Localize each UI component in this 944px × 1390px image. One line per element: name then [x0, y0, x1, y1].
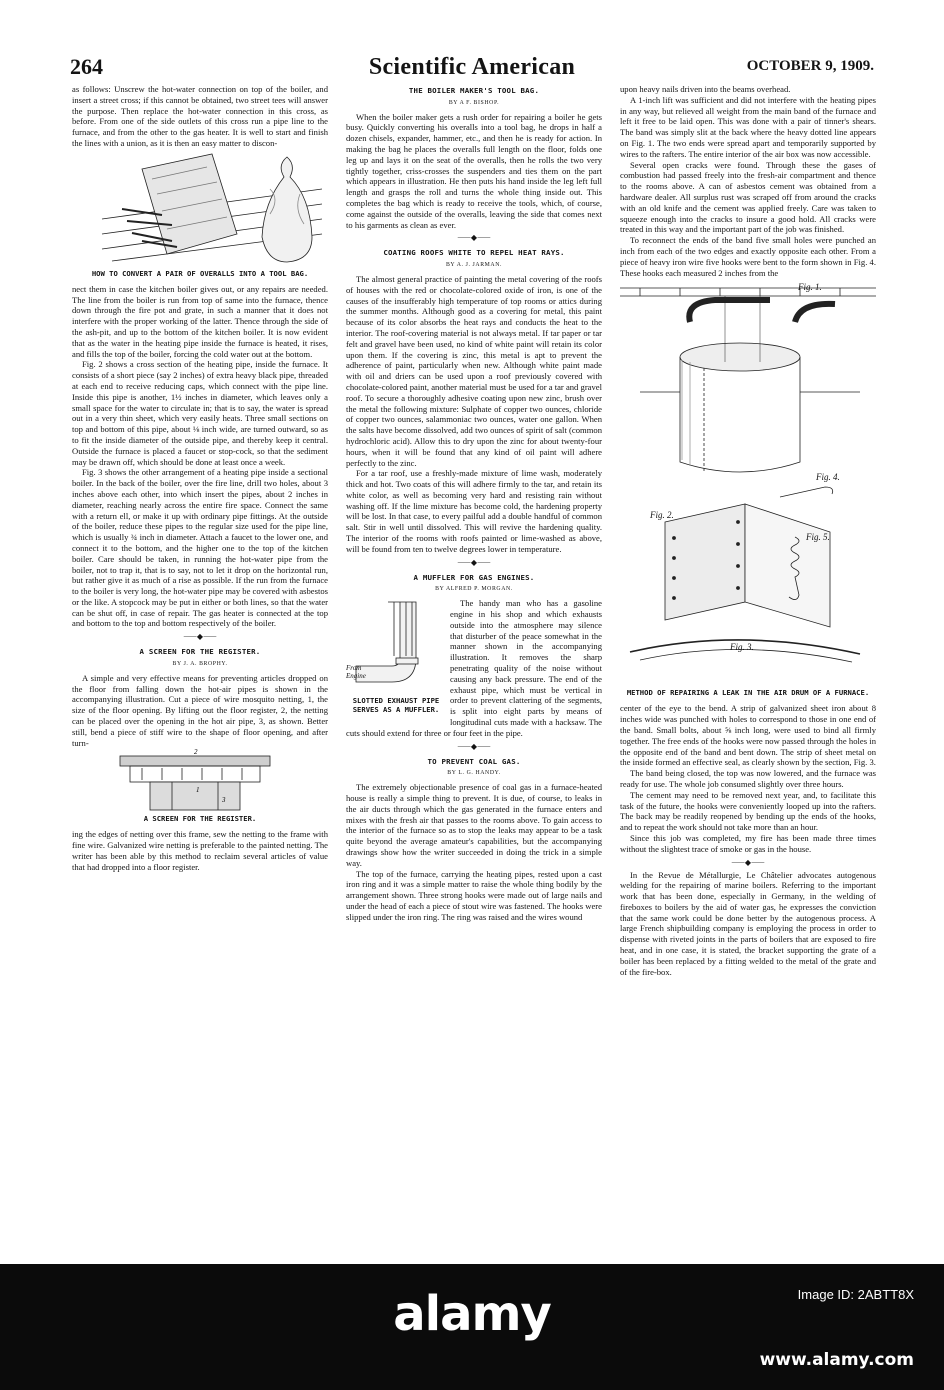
column-2	[346, 84, 602, 923]
byline: BY ALFRED P. MORGAN.	[435, 586, 513, 593]
paragraph: Since this job was completed, my fire has been made three times without the slightest trace of smoke or gas in the house.	[620, 832, 876, 854]
paragraph: The band being closed, the top was now lowered, and the furnace was ready for use. The whole job consumed slightly over three hours.	[620, 768, 876, 789]
overalls-tool-bag-illustration	[72, 149, 328, 267]
section-divider: ⸺◆⸺	[457, 233, 491, 243]
column-3	[620, 84, 876, 977]
paragraph: To reconnect the ends of the band five small holes were punched an inch from each of the two edges and exactly opposite each other. From a piece of heavy iron wire five hooks were bent to the form shown in Fig. 4. These hooks each measured 2 inches from the	[620, 235, 876, 278]
svg-text:1: 1	[196, 786, 200, 795]
figure-label: Fig. 3.	[730, 642, 754, 653]
paragraph: When the boiler maker gets a rush order for repairing a boiler he gets busy. Quickly converting his overalls into a tool bag, he drops in half a dozen chisels, expander, hammer, etc., and then he is ready for action. In making the bag he places the overalls full length on the floor, folds one leg up and lays it on the seat of the overalls, then he rolls the two very tightly together, criss-crosses the suspenders and ties them on the part which appears in illustration. He then puts his hand inside the leg left full length and grasps the roll and turns the whole thing inside out. This completes the bag which is ready to receive the tools, which, of course, come against the outside of the overalls, leaving the side that comes next to his garments as clean as ever.	[346, 111, 602, 230]
section-divider: ⸺◆⸺	[457, 741, 491, 751]
paragraph: A simple and very effective means for preventing articles dropped on the floor from falling down the hot-air pipes is shown in the accompanying illustration. Cut a piece of wire mosquito netting, 1, the size of the floor opening. By lifting out the floor register, 2, the netting can be placed over the opening in the hot air pipe, 3, as shown. Better still, bend a piece of stiff wire to the shape of floor opening, and after turn-	[72, 672, 328, 748]
paragraph: The handy man who has a gasoline engine in his shop and which exhausts outside into the atmosphere may silence that disturber of the peace somewhat in the manner shown in the accompanying illustration. It removes the sharp penetrating quality of the noise without causing any back pressure. The end of the exhaust pipe, which must be vertical in order to prevent clattering of the segments, is split into eight parts by means of longitudinal cuts made with a hacksaw. The cuts should extend for three or four feet in the pipe.	[346, 598, 602, 738]
figure-label: Fig. 2.	[650, 510, 674, 521]
section-divider: ⸺◆⸺	[731, 857, 765, 867]
register-screen-diagram	[72, 748, 328, 812]
figure-label: Fig. 4.	[816, 472, 840, 483]
figure-label: Fig. 1.	[798, 282, 822, 293]
paragraph: upon heavy nails driven into the beams overhead.	[620, 84, 791, 94]
pipe-label: From Engine	[346, 664, 366, 681]
page-header	[70, 54, 874, 84]
paragraph: In the Revue de Métallurgie, Le Châtelier advocates autogenous welding for the repairing of marine boilers. Referring to the important work that has been done, especially in Germany, in the welding of fireboxes to boilers by the aid of water gas, he expresses the conviction that the same work could be done better by the autogenous process. A large French shipbuilding company is employing the process in order to dispense with riveted joints in the parts of boilers that are exposed to fire heat, and in one case, it is stated, the bracket supporting the grate of a boiler has been replaced by a fitting welded to the metal of the grate and of the fire-box.	[620, 869, 876, 977]
site-url: www.alamy.com	[759, 1350, 914, 1370]
stock-banner	[0, 1264, 944, 1390]
image-id: Image ID: 2ABTT8X	[797, 1287, 914, 1302]
article-heading: A MUFFLER FOR GAS ENGINES.	[413, 572, 535, 582]
paragraph: The extremely objectionable presence of coal gas in a furnace-heated house is really a simple thing to prevent. It is due, of course, to leaks in the air ducts through which the gas generated in the furnace enters and mixes with the fresh air that passes to the rooms above. To gain access to the interior of the furnace so as to stop the leaks may appear to be a task quite beyond the average amateur's capabilities, but the accompanying drawings show how the writer succeeded in doing the trick in a simple way.	[346, 782, 602, 868]
paragraph: center of the eye to the bend. A strip of galvanized sheet iron about 8 inches wide was punched with holes to correspond to those in one end of the band. Small bolts, about ⅝ inch long, were used to bind all firmly together. The free ends of the hooks were now passed through the holes in the opposite end of the band and bent down. The strip of sheet metal on the inside formed an effective seal, as clearly shown by the section, Fig. 3.	[620, 703, 876, 768]
byline: BY J. A. BROPHY.	[172, 661, 228, 668]
muffler-figure	[346, 598, 446, 720]
svg-text:3: 3	[222, 796, 226, 805]
masthead-title: Scientific American	[368, 54, 576, 80]
paragraph: nect them in case the kitchen boiler gives out, or any repairs are needed. The line from the boiler is run from top of same into the furnace, thence down through the fire pot and grate, in such a manner that it does not interfere with the proper working of the latter. Thence through the side of the ash-pit, and up to the bottom of the kitchen boiler. It is now evident that as the water in the heating pipe inside the furnace is heated, it rises, and fills the top of the boiler, forcing the cold water out at the bottom.	[72, 283, 328, 359]
furnace-repair-figure	[620, 282, 876, 686]
section-divider: ⸺◆⸺	[183, 632, 217, 642]
paragraph: Fig. 2 shows a cross section of the heating pipe, inside the furnace. It consists of a short piece (say 2 inches) of extra heavy black pipe, threaded at each end to receive reducing caps, which connect with the pipe line. Inside this pipe is another, 1½ inches in diameter, which leaves only a small space for the water to circulate in; that is to say, the water is spread out in a very thin sheet, which very easily heats. Three small sections on top and bottom of this pipe, about ⅛ inch wide, are turned outward, so as to fit the inside diameter of the outside pipe, and thereby keep it central. Outside the furnace is placed a faucet or stop-cock, so that the sediment may be drawn off, which should be done at least once a week.	[72, 359, 328, 467]
figure-caption: METHOD OF REPAIRING A LEAK IN THE AIR DRUM OF A FURNACE.	[626, 688, 870, 698]
paragraph: The cement may need to be removed next year, and, to facilitate this task of the future, the hooks were conveniently looped up into the rafters. The back may be readily reopened by bending up the ends of the hooks, and to repeat the work should not take more than an hour.	[620, 789, 876, 833]
byline: BY A. J. JARMAN.	[445, 262, 503, 269]
article-heading: COATING ROOFS WHITE TO REPEL HEAT RAYS.	[383, 248, 565, 258]
figure-caption: HOW TO CONVERT A PAIR OF OVERALLS INTO A TOOL BAG.	[91, 268, 309, 278]
paragraph: A 1-inch lift was sufficient and did not interfere with the heating pipes in any way, but relieved all weight from the main band of the furnace and left it free to be laid open. This was done with a pair of tinner's shears. The band was simply slit at the back where the heavy dotted line appears on Fig. 1. The two ends were spread apart and temporarily supported by wires to the rafters. The entire interior of the air box was now accessible.	[620, 94, 876, 159]
furnace-air-drum-drawing	[620, 282, 876, 686]
svg-text:2: 2	[194, 748, 198, 757]
paragraph: The top of the furnace, carrying the heating pipes, rested upon a cast iron ring and it was a simple matter to raise the whole thing bodily by the arrangement shown. Three strong hooks were made out of large nails and under the head of each a piece of stout wire was fastened. The hooks were slipped under the iron ring. The ring was raised and the wires wound	[346, 868, 602, 922]
figure-caption: A SCREEN FOR THE REGISTER.	[143, 814, 257, 824]
paragraph: The almost general practice of painting the metal covering of the roofs of houses with the red or chocolate-colored oxide of iron, is one of the causes of the insufferably high temperature of top rooms or attics during the summer months. Although good as a covering for metal, this paint because of its color absorbs the heat rays and conducts the heat to the interior. The roof-covering material is not always metal. If tar paper or tar felt and gravel have been used, no kind of white paint will retain its color upon them. If the covering is zinc, this metal is apt to prevent the adherence of paint, particularly when new. Although white paint made with oil and driers can be used upon a roof previously covered with chocolate-colored paint, another material must be used for a tar and gravel roof. To secure a thoroughly adhesive coating upon new zinc, brush over the metal the following mixture: Sulphate of copper two ounces, chloride of copper two ounces, salammoniac two ounces, water one gallon. When the salts have become dissolved, add two ounces of spirit of salt (common hydrochloric acid). Allow this to dry upon the zinc for about twenty-four hours, when it will be found that any kind of oil paint will adhere perfectly to the zinc.	[346, 273, 602, 468]
article-heading: A SCREEN FOR THE REGISTER.	[139, 647, 261, 657]
paragraph: as follows: Unscrew the hot-water connection on top of the boiler, and insert a street cross; if this cannot be obtained, two street tees will answer the purpose. Then replace the hot-water connection in this cross, as before. From one of the side outlets of this cross run a pipe line to the furnace, and from the other to the gas heater. It is well to start and finish the lines with a union, as it is then an easy matter to discon-	[72, 84, 328, 148]
column-1	[72, 84, 328, 873]
page-number: 264	[70, 54, 103, 79]
paragraph: For a tar roof, use a freshly-made mixture of lime wash, moderately thick and hot. Two coats of this will adhere firmly to the tar, and retain its white color, as well as becoming very hard and resisting rain without washing off. If the lime mixture has become cold, the hardening property will be lost. In that case, to every pailful add a double handful of common salt. Stir in well until dissolved. This will revive the hardening quality. The interior of the rooms with roofs painted or lime-washed as above, will be found from ten to twelve degrees lower in temperature.	[346, 468, 602, 554]
paragraph: Several open cracks were found. Through these the gases of combustion had passed freely into the fresh-air compartment and thence to the rooms above. A can of asbestos cement was obtained from a hardware dealer. All surplus rust was scraped off from around the cracks with an old knife and the cement was applied freely. Care was taken to squeeze enough into the cracks to insure a good hold. All cracks were treated in this way and the important part of the job was finished.	[620, 159, 876, 235]
issue-date: OCTOBER 9, 1909.	[746, 58, 874, 74]
article-heading: TO PREVENT COAL GAS.	[427, 756, 521, 766]
paragraph: ing the edges of netting over this frame, sew the netting to the frame with fine wire. Galvanized wire netting is preferable to the painted netting. The writer has been able by this method to reclaim several articles of value that had dropped into a floor register.	[72, 829, 328, 872]
alamy-logo: alamy	[393, 1286, 551, 1342]
paragraph: Fig. 3 shows the other arrangement of a heating pipe inside a sectional boiler. In the back of the boiler, over the fire line, drill two holes, about 3 inches above each other, into which insert the pipes, about 2 inches in diameter, reaching nearly across the entire fire space. Connect the same with a return ell, or make it up with ordinary pipe fittings. At the outside of the boiler, reduce these pipes to the regular size used for the pipe line, which is usually ¾ inch in diameter. Attach a faucet to the lower one, and connect it to the bottom, and the higher one to the top of the kitchen boiler. Care should be taken, in running the hot-water pipe from the boiler, not to trap it, that is to say, not to let it drop on the horizontal run, but rather give it as much of a rise as possible. If the run from the furnace to the boiler is very long, the hot-water pipe may be covered with asbestos or the like. A stopcock may be put in either or both lines, so that the water can be shut off, in case of repair. The gas heater is connected at the top and bottom to the top and bottom respectively of the boiler.	[72, 467, 328, 629]
figure-label: Fig. 5.	[806, 532, 830, 543]
section-divider: ⸺◆⸺	[457, 557, 491, 567]
article-heading: THE BOILER MAKER'S TOOL BAG.	[408, 86, 540, 95]
byline: BY L. G. HANDY.	[447, 770, 501, 777]
figure-caption: SLOTTED EXHAUST PIPE SERVES AS A MUFFLER.	[352, 696, 440, 715]
byline: BY A F. BISHOP.	[448, 99, 500, 106]
